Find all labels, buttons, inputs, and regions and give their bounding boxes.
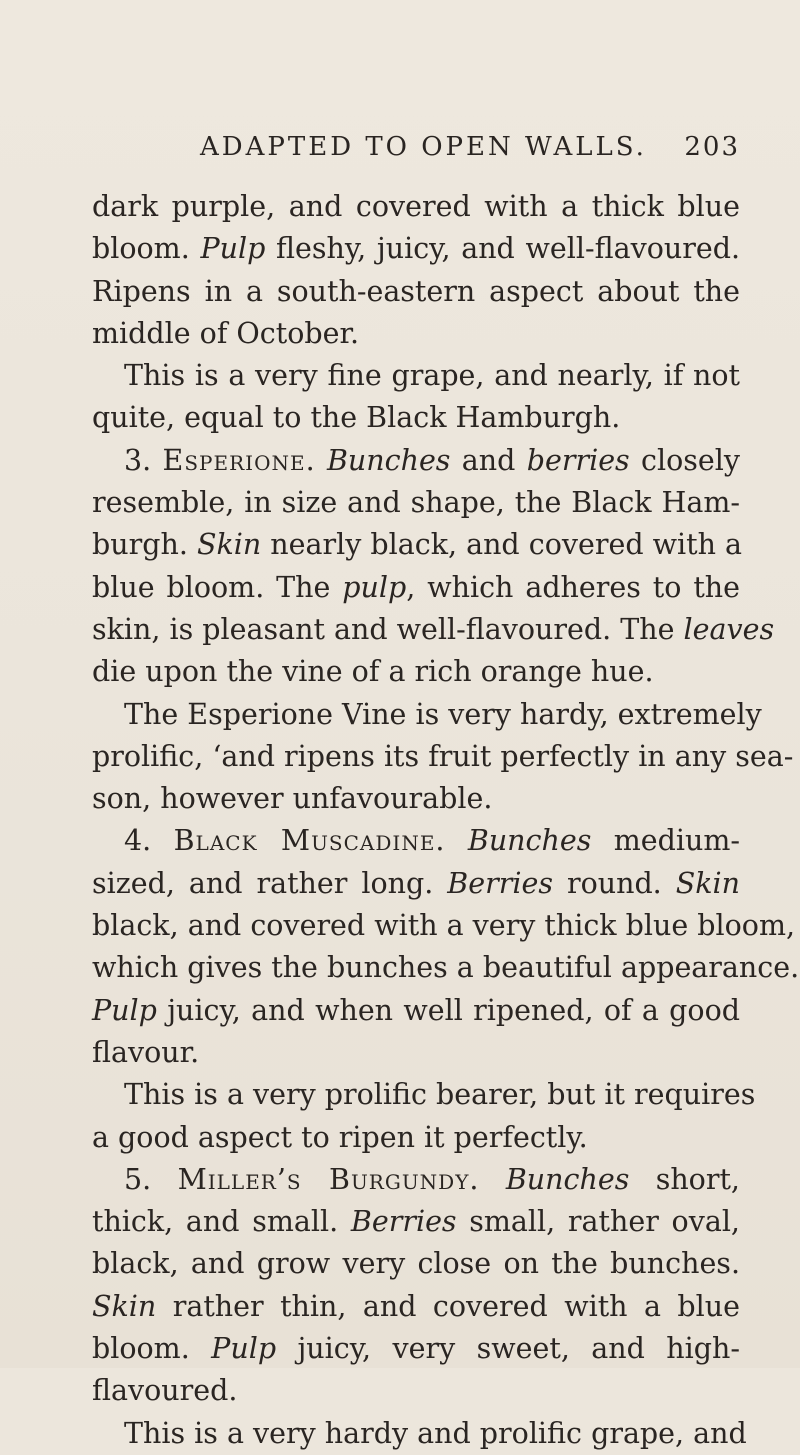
text-run: black, and covered with a very thick blue bloom, (92, 909, 796, 943)
text-line (92, 609, 775, 651)
text-run: blue bloom. The (92, 570, 343, 604)
italic-term: Bunches (505, 1162, 630, 1196)
italic-term: Pulp (211, 1332, 277, 1366)
text-run: son, however unfavourable. (92, 782, 493, 816)
italic-term: berries (526, 443, 630, 477)
text-line (92, 1286, 740, 1328)
text-run: die upon the vine of a rich orange hue. (92, 655, 654, 689)
text-line (92, 313, 740, 355)
text-run: The Esperione Vine is very hardy, extremely (124, 697, 762, 731)
text-line (92, 524, 740, 566)
variety-name: Black Muscadine. (173, 824, 446, 858)
text-line (92, 694, 762, 736)
italic-term: Skin (92, 1289, 157, 1323)
text-line (92, 1074, 756, 1116)
italic-term: Berries (350, 1205, 457, 1239)
text-run: short, (629, 1162, 740, 1196)
text-run: This is a very fine grape, and nearly, if not (124, 359, 740, 393)
text-run: , which adheres to the (406, 570, 740, 604)
text-run: rather thin, and covered with a blue (156, 1289, 740, 1323)
text-run: flavoured. (92, 1374, 238, 1408)
text-line (92, 651, 740, 693)
text-run (445, 824, 467, 857)
page-number: 203 (684, 132, 740, 162)
text-run: round. (552, 866, 676, 900)
text-run: 5. (124, 1162, 178, 1196)
text-run (316, 444, 327, 477)
variety-name: Miller’s Burgundy. (177, 1162, 480, 1196)
text-line (92, 567, 740, 609)
text-run: middle of October. (92, 316, 360, 350)
italic-term: Bunches (467, 824, 592, 858)
text-run: juicy, and when well ripened, of a good (156, 993, 740, 1027)
italic-term: Pulp (200, 232, 266, 266)
text-run: skin, is pleasant and well-flavoured. The (92, 612, 684, 646)
text-line (92, 397, 740, 439)
text-line (92, 186, 740, 228)
text-line (92, 440, 740, 482)
text-run: resemble, in size and shape, the Black Ham- (92, 486, 740, 520)
text-line (92, 228, 740, 270)
text-run: small, rather oval, (456, 1205, 740, 1239)
text-line (92, 778, 740, 820)
italic-term: Bunches (326, 443, 451, 477)
variety-name: Esperione. (162, 443, 316, 477)
text-run: black, and grow very close on the bunches. (92, 1247, 740, 1281)
italic-term: Skin (675, 866, 740, 900)
text-run: dark purple, and covered with a thick blue (92, 190, 740, 223)
text-line (92, 1201, 740, 1243)
text-line (92, 736, 794, 778)
text-run: sized, and rather long. (92, 866, 448, 900)
running-header (200, 132, 740, 162)
text-line (92, 355, 740, 397)
text-run (479, 1163, 505, 1196)
italic-term: Skin (196, 528, 262, 562)
text-run: fleshy, juicy, and well-flavoured. (265, 232, 740, 266)
text-run: 3. (124, 443, 163, 477)
text-run: which gives the bunches a beautiful appearance. (92, 951, 800, 985)
text-line (92, 863, 740, 905)
text-run: quite, equal to the Black Hamburgh. (92, 401, 621, 435)
text-run: bloom. (92, 1332, 212, 1366)
text-run: and (450, 443, 527, 477)
body-text (92, 186, 800, 1455)
text-run: prolific, ‘and ripens its fruit perfectly in any sea- (92, 739, 794, 773)
text-line (92, 1243, 740, 1285)
text-line (92, 1032, 740, 1074)
text-line (92, 1159, 740, 1201)
text-run: flavour. (92, 1035, 200, 1069)
text-run: nearly black, and covered with a (261, 528, 742, 562)
text-run: Ripens in a south-eastern aspect about the (92, 274, 740, 308)
text-run: This is a very prolific bearer, but it requires (124, 1078, 756, 1112)
text-run: closely (629, 443, 740, 477)
text-run: bloom. (92, 232, 201, 266)
text-line (92, 905, 796, 947)
text-line (92, 990, 740, 1032)
text-run: juicy, very sweet, and high- (276, 1332, 740, 1366)
running-title: ADAPTED TO OPEN WALLS. (200, 132, 647, 162)
text-line (92, 482, 740, 524)
text-line (92, 1117, 740, 1159)
text-run: 4. (124, 824, 174, 858)
text-run: thick, and small. (92, 1205, 351, 1239)
text-run: burgh. (92, 528, 197, 562)
text-run: This is a very hardy and prolific grape, and (124, 1416, 747, 1450)
text-line (92, 947, 800, 989)
text-run: a good aspect to ripen it perfectly. (92, 1120, 588, 1154)
text-run: medium- (591, 824, 740, 858)
text-line (92, 820, 740, 862)
italic-term: Pulp (92, 993, 157, 1027)
italic-term: Berries (447, 866, 553, 900)
italic-term: leaves (683, 612, 775, 646)
text-line (92, 271, 740, 313)
text-line (92, 1370, 740, 1412)
text-line (92, 1328, 740, 1370)
text-line (92, 1413, 747, 1455)
italic-term: pulp (342, 570, 407, 604)
